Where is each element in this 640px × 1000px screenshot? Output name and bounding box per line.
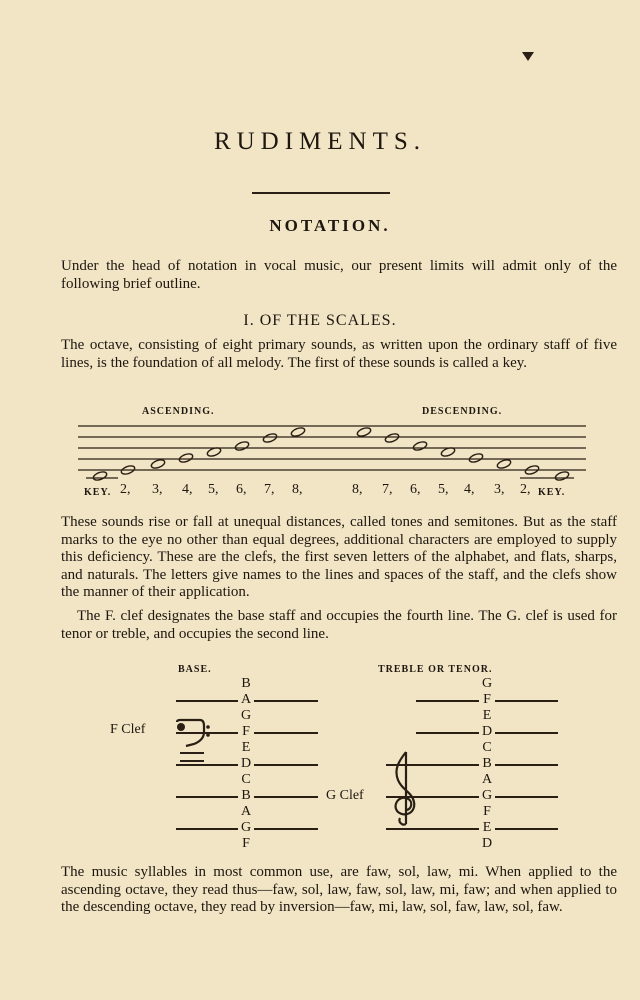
tones-paragraph: These sounds rise or fall at unequal distances, called tones and semitones. But as the staff marks to the eye no other than equal degrees, additional characters are employed to supply this deficiency. These are the clefs, the first seven letters of the alphabet, and flats, sharps, and naturals. The letters give names to the lines and spaces of the staff, and the clefs show the manner of their application. — [61, 514, 617, 600]
treble-letter: G — [479, 788, 495, 804]
desc-num-3: 6, — [410, 482, 421, 497]
syllables-paragraph: The music syllables in most common use, are faw, sol, law, mi. When applied to the ascending octave, they read thus—faw, sol, law, faw, sol, law, mi, faw; and when applied to the descending octave, they read by inversion—faw, mi, law, sol, faw, law, sol, faw. — [61, 864, 617, 915]
descending-label: DESCENDING. — [422, 406, 503, 417]
g-clef-label: G Clef — [326, 788, 364, 803]
page-title: RUDIMENTS. — [213, 128, 427, 155]
treble-staff-line-5 — [386, 828, 558, 830]
f-clef-stroke — [180, 752, 204, 754]
treble-letter: B — [479, 756, 495, 772]
base-letter: E — [238, 740, 254, 756]
base-letter: A — [238, 692, 254, 708]
clefs-paragraph: The F. clef designates the base staff and occupies the fourth line. The G. clef is used for tenor or treble, and occupies the second line. — [61, 608, 617, 642]
treble-letter: E — [479, 820, 495, 836]
base-letter: F — [238, 836, 254, 852]
scale-notes — [92, 426, 570, 481]
treble-letter: F — [479, 692, 495, 708]
intro-paragraph: Under the head of notation in vocal music, our present limits will admit only of the following brief outline. — [61, 258, 617, 292]
base-label: BASE. — [178, 664, 212, 675]
desc-num-1: 8, — [352, 482, 363, 497]
asc-num-6: 7, — [264, 482, 275, 497]
section-heading-notation: NOTATION. — [269, 216, 391, 235]
base-letter: D — [238, 756, 254, 772]
key-label-start: KEY. — [84, 487, 112, 498]
treble-letter: F — [479, 804, 495, 820]
title-rule — [252, 192, 390, 194]
base-letter: G — [238, 708, 254, 724]
ascending-label: ASCENDING. — [142, 406, 215, 417]
f-clef-label: F Clef — [110, 722, 146, 737]
base-letter: F — [238, 724, 254, 740]
treble-letter: C — [479, 740, 495, 756]
asc-num-2: 3, — [152, 482, 163, 497]
base-letter: A — [238, 804, 254, 820]
treble-letter: D — [479, 836, 495, 852]
treble-letter: E — [479, 708, 495, 724]
desc-num-7: 2, — [520, 482, 531, 497]
desc-num-2: 7, — [382, 482, 393, 497]
f-clef-stroke — [180, 760, 204, 762]
key-label-end: KEY. — [538, 487, 566, 498]
treble-letter: D — [479, 724, 495, 740]
treble-letter: G — [479, 676, 495, 692]
asc-num-7: 8, — [292, 482, 303, 497]
treble-label: TREBLE OR TENOR. — [378, 664, 493, 675]
asc-num-5: 6, — [236, 482, 247, 497]
f-clef-icon — [174, 718, 210, 748]
asc-num-1: 2, — [120, 482, 131, 497]
base-letter: G — [238, 820, 254, 836]
desc-num-6: 3, — [494, 482, 505, 497]
g-clef-icon — [384, 748, 424, 828]
treble-letter: A — [479, 772, 495, 788]
base-letter: B — [238, 788, 254, 804]
corner-mark — [522, 52, 534, 61]
scales-paragraph: The octave, consisting of eight primary sounds, as written upon the ordinary staff of five lines, is the foundation of all melody. The first of these sounds is called a key. — [61, 337, 617, 371]
asc-num-3: 4, — [182, 482, 193, 497]
desc-num-4: 5, — [438, 482, 449, 497]
base-letter: B — [238, 676, 254, 692]
base-letter: C — [238, 772, 254, 788]
desc-num-5: 4, — [464, 482, 475, 497]
scale-staff — [78, 420, 586, 484]
asc-num-4: 5, — [208, 482, 219, 497]
section-heading-scales: I. OF THE SCALES. — [243, 312, 397, 329]
